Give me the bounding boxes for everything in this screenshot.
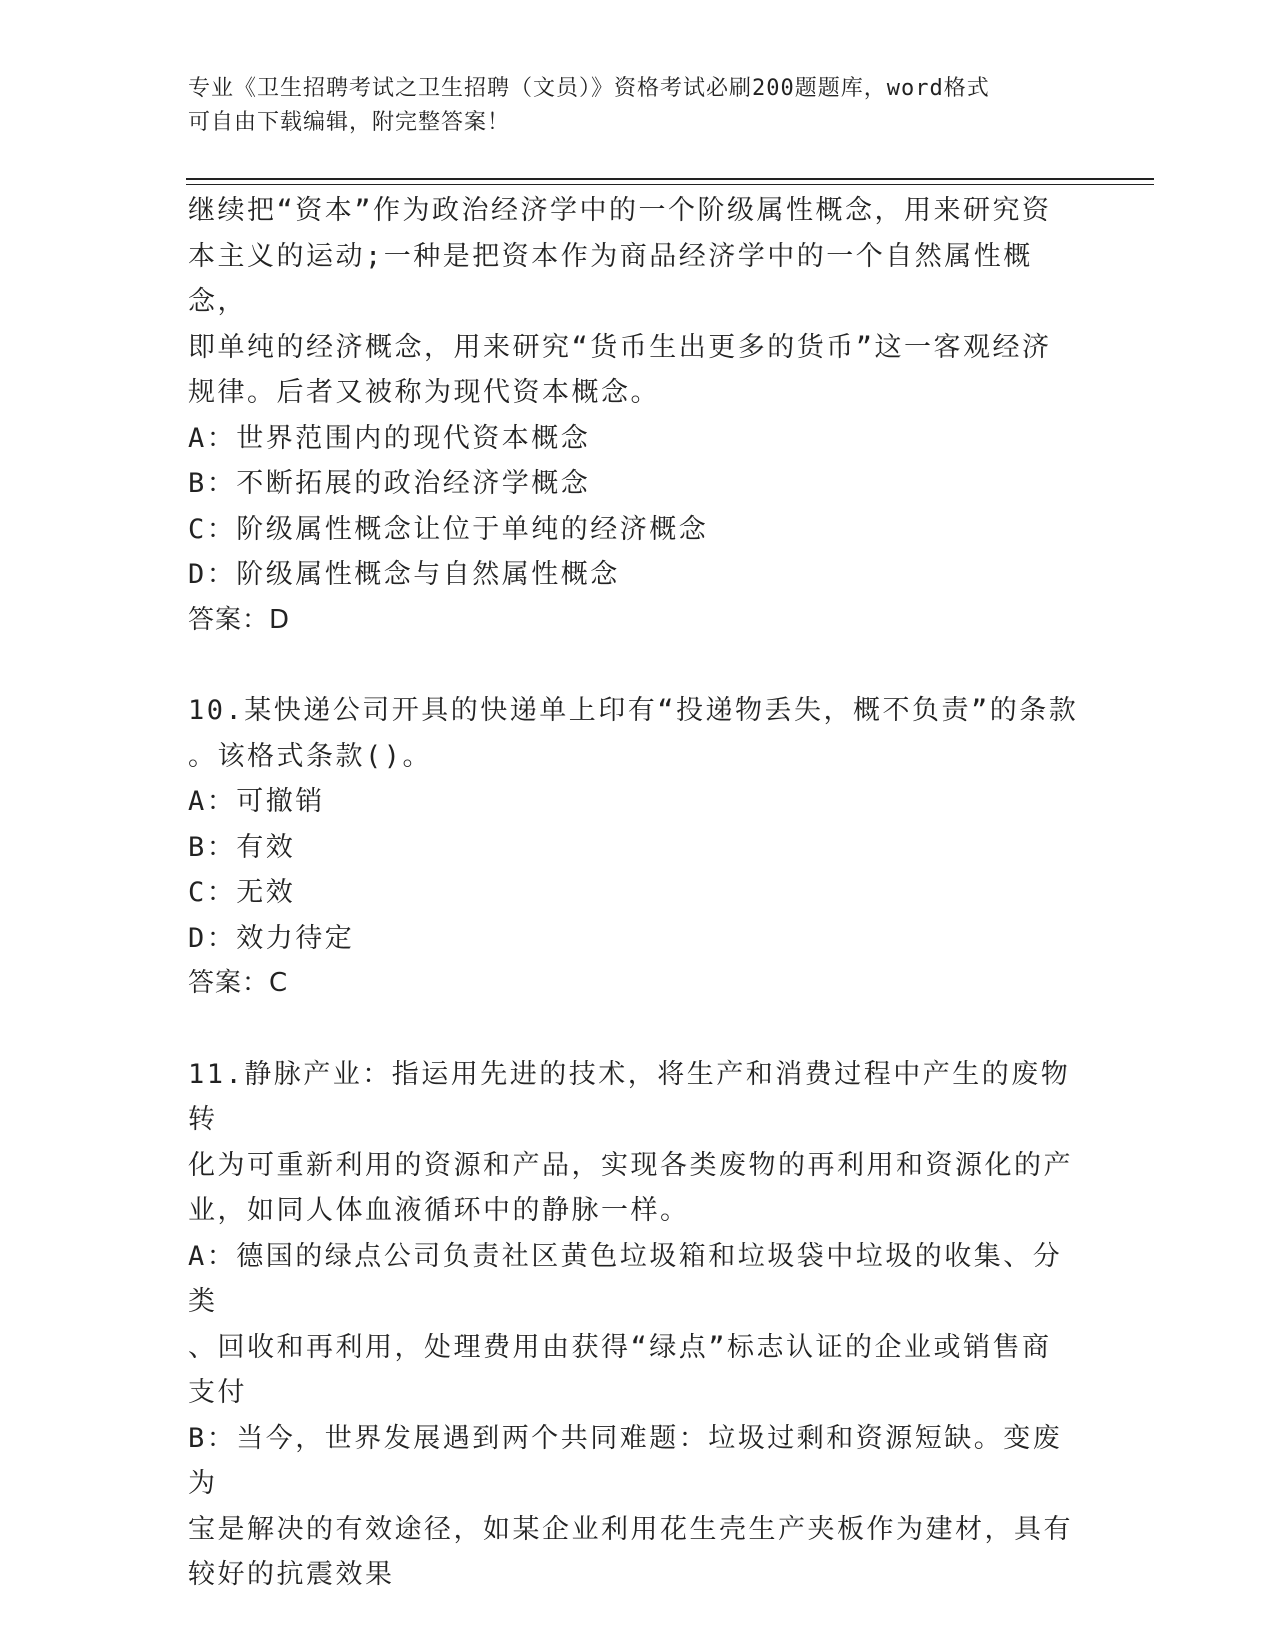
- header-line-2: 可自由下载编辑，附完整答案！: [188, 110, 511, 135]
- answer-line: 答案：D: [188, 604, 291, 635]
- option-c: C：无效: [188, 877, 296, 908]
- option-b: B：有效: [188, 831, 296, 863]
- header-divider-thin: [186, 184, 1154, 185]
- question-10: [188, 688, 1088, 1007]
- question-spacer: [188, 643, 1088, 688]
- option-a-line: A：德国的绿点公司负责社区黄色垃圾箱和垃圾袋中垃圾的收集、分类: [188, 1240, 1063, 1317]
- option-a-line: 、回收和再利用，处理费用由获得“绿点”标志认证的企业或销售商: [188, 1331, 1052, 1363]
- question-11: [188, 1052, 1088, 1598]
- option-d: D：阶级属性概念与自然属性概念: [188, 559, 620, 590]
- question-stem-line: 本主义的运动;一种是把资本作为商品经济学中的一个自然属性概念，: [188, 240, 1033, 317]
- option-c: C：阶级属性概念让位于单纯的经济概念: [188, 513, 709, 545]
- option-b-line: B：当今，世界发展遇到两个共同难题：垃圾过剩和资源短缺。变废为: [188, 1422, 1063, 1499]
- option-b-line: 较好的抗震效果: [188, 1559, 395, 1590]
- document-header: [188, 72, 1068, 140]
- question-spacer: [188, 1007, 1088, 1052]
- question-9: [188, 188, 1088, 643]
- question-stem-line: 化为可重新利用的资源和产品，实现各类废物的再利用和资源化的产: [188, 1149, 1073, 1181]
- option-b-line: 宝是解决的有效途径，如某企业利用花生壳生产夹板作为建材，具有: [188, 1513, 1073, 1545]
- header-divider-thick: [186, 178, 1154, 180]
- header-line-1: 专业《卫生招聘考试之卫生招聘（文员）》资格考试必刷200题题库，word格式: [188, 76, 990, 101]
- option-b: B：不断拓展的政治经济学概念: [188, 468, 591, 499]
- question-stem-line: 继续把“资本”作为政治经济学中的一个阶级属性概念，用来研究资: [188, 195, 1052, 226]
- question-stem-line: 规律。后者又被称为现代资本概念。: [188, 377, 660, 408]
- option-a: A：可撤销: [188, 786, 325, 817]
- question-stem-line: 10.某快递公司开具的快递单上印有“投递物丢失，概不负责”的条款: [188, 695, 1079, 726]
- question-stem-line: 业，如同人体血液循环中的静脉一样。: [188, 1195, 690, 1226]
- option-a-line: 支付: [188, 1377, 247, 1408]
- question-stem-line: 即单纯的经济概念，用来研究“货币生出更多的货币”这一客观经济: [188, 331, 1052, 363]
- option-d: D：效力待定: [188, 922, 355, 954]
- question-stem-line: 。该格式条款()。: [188, 740, 433, 772]
- question-stem-line: 11.静脉产业：指运用先进的技术，将生产和消费过程中产生的废物转: [188, 1058, 1071, 1135]
- document-body: [188, 188, 1088, 1598]
- option-a: A：世界范围内的现代资本概念: [188, 422, 591, 454]
- answer-line: 答案：C: [188, 968, 289, 998]
